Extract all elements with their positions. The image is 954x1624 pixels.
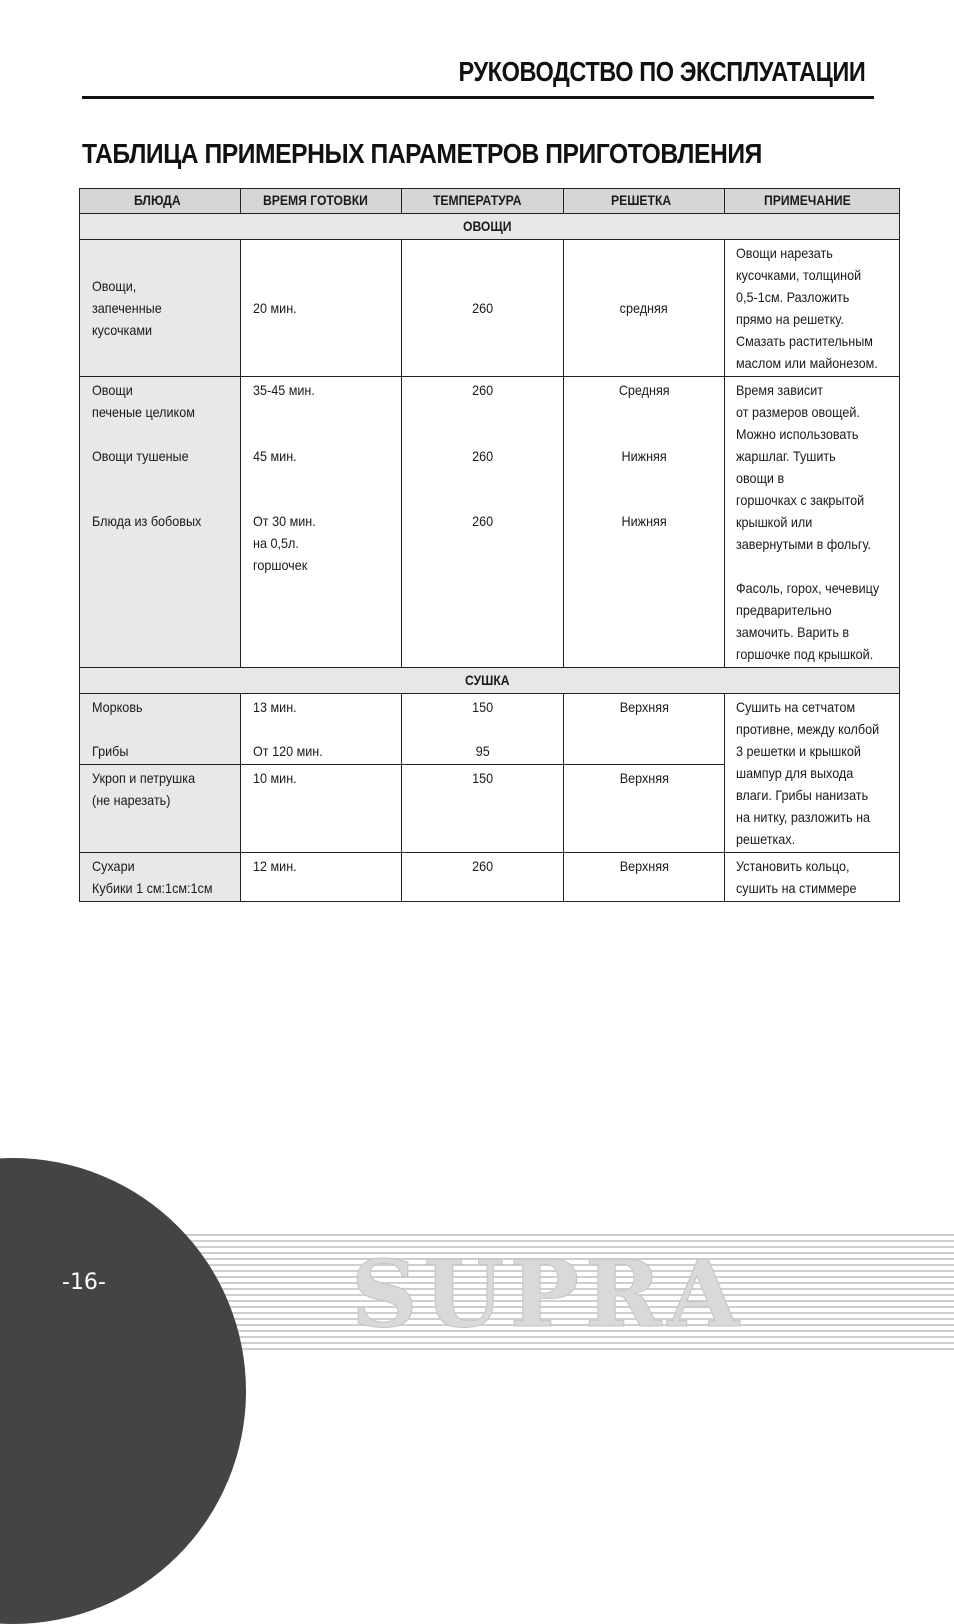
rack-cell: Средняя Нижняя Нижняя [564, 377, 725, 668]
temperature-cell: 260 [402, 240, 564, 377]
brand-logo: SUPRA [351, 1240, 745, 1348]
note-cell: Установить кольцо, сушить на стиммере [725, 853, 900, 902]
column-header-rack: РЕШЕТКА [564, 189, 725, 214]
note-cell: Овощи нарезать кусочками, толщиной 0,5-1см. Разложить прямо на решетку. Смазать растительным маслом или майонезом. [725, 240, 900, 377]
temperature-cell: 150 95 [402, 694, 564, 765]
header-title: РУКОВОДСТВО ПО ЭКСПЛУАТАЦИИ [458, 56, 865, 87]
rack-cell: Верхняя [564, 694, 725, 765]
group-label-drying: СУШКА [80, 668, 900, 694]
column-header-time: ВРЕМЯ ГОТОВКИ [241, 189, 402, 214]
header-rule [82, 96, 874, 99]
note-cell: Сушить на сетчатом противне, между колбой 3 решетки и крышкой шампур для выхода влаги. Грибы нанизать на нитку, разложить на решетках. [725, 694, 900, 853]
section-title: ТАБЛИЦА ПРИМЕРНЫХ ПАРАМЕТРОВ ПРИГОТОВЛЕНИЯ [82, 138, 762, 169]
time-cell: 20 мин. [241, 240, 402, 377]
time-cell: 12 мин. [241, 853, 402, 902]
table-row [80, 240, 900, 377]
dish-cell: Укроп и петрушка (не нарезать) [80, 765, 241, 853]
rack-cell: Верхняя [564, 853, 725, 902]
page-number: -16- [62, 1270, 106, 1295]
dish-cell: Морковь Грибы [80, 694, 241, 765]
table-row [80, 694, 900, 765]
group-label-vegetables: ОВОЩИ [80, 214, 900, 240]
time-cell: 35-45 мин. 45 мин. От 30 мин. на 0,5л. горшочек [241, 377, 402, 668]
time-cell: 10 мин. [241, 765, 402, 853]
dish-cell: Овощи печеные целиком Овощи тушеные Блюда из бобовых [80, 377, 241, 668]
column-header-temperature: ТЕМПЕРАТУРА [402, 189, 564, 214]
time-cell: 13 мин. От 120 мин. [241, 694, 402, 765]
column-header-note: ПРИМЕЧАНИЕ [725, 189, 900, 214]
temperature-cell: 260 [402, 853, 564, 902]
corner-decoration [0, 1158, 246, 1624]
dish-cell: Овощи, запеченные кусочками [80, 240, 241, 377]
table-row [80, 377, 900, 668]
dish-cell: Сухари Кубики 1 см:1см:1см [80, 853, 241, 902]
cooking-parameters-table [79, 188, 900, 902]
note-cell: Время зависит от размеров овощей. Можно использовать жаршлаг. Тушить овощи в горшочках с закрытой крышкой или завернутыми в фольгу. Фасоль, горох, чечевицу предварительно замочить. Варить в горшочке под крышкой. [725, 377, 900, 668]
table-header-row [80, 189, 900, 214]
cooking-parameters-table-wrap [79, 188, 899, 902]
temperature-cell: 260 260 260 [402, 377, 564, 668]
column-header-dish: БЛЮДА [80, 189, 241, 214]
table-row [80, 853, 900, 902]
group-row-drying [80, 668, 900, 694]
rack-cell: средняя [564, 240, 725, 377]
rack-cell: Верхняя [564, 765, 725, 853]
temperature-cell: 150 [402, 765, 564, 853]
group-row-vegetables [80, 214, 900, 240]
